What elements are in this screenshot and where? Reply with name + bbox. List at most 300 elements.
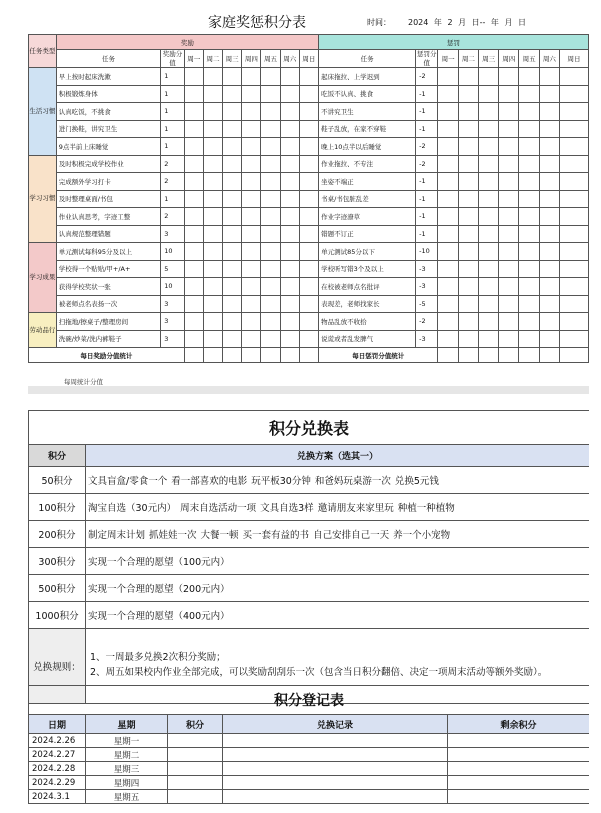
reward-day-cell[interactable]	[299, 120, 318, 138]
category-label: 学习习惯	[29, 155, 57, 243]
reward-day-cell[interactable]	[184, 85, 203, 103]
punish-day-cell[interactable]	[499, 313, 519, 331]
reward-day-cell[interactable]	[299, 278, 318, 296]
ledger-row	[29, 734, 590, 748]
reward-task: 作业认真思考，字迹工整	[56, 208, 161, 226]
reward-task: 完成额外学习打卡	[56, 173, 161, 191]
punish-day-cell[interactable]	[499, 225, 519, 243]
reward-day-cell[interactable]	[299, 155, 318, 173]
exchange-points: 1000积分	[29, 602, 86, 629]
punish-day-cell[interactable]	[438, 243, 458, 261]
punish-day-cell[interactable]	[438, 173, 458, 191]
punish-day-cell[interactable]	[519, 173, 539, 191]
punish-day-cell[interactable]	[458, 225, 478, 243]
punish-total-cell[interactable]	[539, 348, 559, 363]
punish-day-cell[interactable]	[539, 313, 559, 331]
punish-day-cell[interactable]	[539, 260, 559, 278]
punish-day-cell[interactable]	[499, 190, 519, 208]
reward-day-cell[interactable]	[184, 155, 203, 173]
punish-day-cell[interactable]	[539, 330, 559, 348]
punish-day-cell[interactable]	[519, 68, 539, 86]
reward-day-cell[interactable]	[184, 295, 203, 313]
punish-day-cell[interactable]	[458, 103, 478, 121]
ledger-record-cell[interactable]	[223, 734, 448, 748]
punish-day-cell[interactable]	[499, 295, 519, 313]
punish-day-cell[interactable]	[539, 155, 559, 173]
punish-day-cell[interactable]	[438, 313, 458, 331]
reward-total-label: 每日奖励分值统计	[29, 348, 185, 363]
reward-day-cell[interactable]	[223, 103, 242, 121]
reward-day-cell[interactable]	[203, 103, 222, 121]
header-row-columns	[29, 50, 589, 68]
reward-points: 5	[161, 260, 184, 278]
reward-day-cell[interactable]	[261, 278, 280, 296]
reward-day-cell[interactable]	[299, 85, 318, 103]
ledger-points-cell[interactable]	[168, 790, 223, 804]
reward-day-cell[interactable]	[242, 190, 261, 208]
reward-day-cell[interactable]	[203, 243, 222, 261]
reward-day-cell[interactable]	[280, 313, 299, 331]
reward-day-cell[interactable]	[203, 190, 222, 208]
punish-day-cell[interactable]	[478, 295, 498, 313]
punish-day-cell[interactable]	[539, 138, 559, 156]
reward-day-cell[interactable]	[184, 103, 203, 121]
reward-day-cell[interactable]	[223, 190, 242, 208]
punish-total-cell[interactable]	[458, 348, 478, 363]
punish-day-cell[interactable]	[539, 85, 559, 103]
reward-day-cell[interactable]	[184, 225, 203, 243]
punish-day-cell[interactable]	[458, 208, 478, 226]
exchange-plan: 实现一个合理的愿望（400元内）	[86, 602, 590, 629]
punish-day-cell[interactable]	[559, 85, 588, 103]
reward-points: 3	[161, 313, 184, 331]
reward-day-cell[interactable]	[280, 68, 299, 86]
punish-day-cell[interactable]	[499, 208, 519, 226]
punish-day-cell[interactable]	[478, 190, 498, 208]
punish-day-cell[interactable]	[438, 208, 458, 226]
punish-points: -1	[416, 190, 438, 208]
punish-day-cell[interactable]	[519, 155, 539, 173]
punish-day-cell[interactable]	[539, 173, 559, 191]
punish-total-cell[interactable]	[438, 348, 458, 363]
punish-day-cell[interactable]	[519, 330, 539, 348]
reward-day-cell[interactable]	[280, 208, 299, 226]
punish-day-cell[interactable]	[519, 260, 539, 278]
punish-day-cell[interactable]	[438, 295, 458, 313]
reward-day-cell[interactable]	[280, 330, 299, 348]
reward-day-cell[interactable]	[242, 103, 261, 121]
punish-day-cell[interactable]	[458, 243, 478, 261]
punish-day-cell[interactable]	[438, 260, 458, 278]
punish-day-cell[interactable]	[458, 295, 478, 313]
punish-day-cell[interactable]	[478, 85, 498, 103]
reward-day-cell[interactable]	[242, 225, 261, 243]
punish-day-cell[interactable]	[478, 138, 498, 156]
reward-day-cell[interactable]	[280, 278, 299, 296]
reward-punishment-table	[28, 34, 589, 363]
punish-task: 在校被老师点名批评	[319, 278, 416, 296]
punish-day-cell[interactable]	[438, 138, 458, 156]
reward-day-cell[interactable]	[242, 68, 261, 86]
reward-day-cell[interactable]	[223, 260, 242, 278]
task-row	[29, 138, 589, 156]
reward-day-cell[interactable]	[223, 313, 242, 331]
reward-day-cell[interactable]	[184, 120, 203, 138]
punish-day-cell[interactable]	[458, 85, 478, 103]
reward-day-cell[interactable]	[203, 225, 222, 243]
punish-day-cell[interactable]	[559, 278, 588, 296]
reward-day-cell[interactable]	[280, 260, 299, 278]
reward-day-cell[interactable]	[242, 155, 261, 173]
punish-day-cell[interactable]	[438, 330, 458, 348]
reward-day-cell[interactable]	[280, 190, 299, 208]
reward-day-cell[interactable]	[203, 313, 222, 331]
punish-day-cell[interactable]	[519, 208, 539, 226]
reward-day-cell[interactable]	[184, 278, 203, 296]
punish-day-cell[interactable]	[519, 138, 539, 156]
reward-day-cell[interactable]	[184, 173, 203, 191]
reward-day-cell[interactable]	[242, 278, 261, 296]
punish-total-cell[interactable]	[499, 348, 519, 363]
task-row	[29, 68, 589, 86]
punish-total-cell[interactable]	[559, 348, 588, 363]
ledger-date: 2024.2.28	[29, 762, 86, 776]
punish-day-cell[interactable]	[559, 295, 588, 313]
ledger-record-cell[interactable]	[223, 776, 448, 790]
punish-points: -1	[416, 208, 438, 226]
punish-day-cell[interactable]	[519, 243, 539, 261]
punish-day-cell[interactable]	[519, 295, 539, 313]
reward-total-cell[interactable]	[223, 348, 242, 363]
punish-day-cell[interactable]	[539, 68, 559, 86]
reward-day-cell[interactable]	[223, 155, 242, 173]
reward-day-cell[interactable]	[299, 173, 318, 191]
reward-total-cell[interactable]	[242, 348, 261, 363]
exchange-points: 500积分	[29, 575, 86, 602]
punish-day-cell[interactable]	[499, 278, 519, 296]
punish-total-cell[interactable]	[519, 348, 539, 363]
punish-day-cell[interactable]	[478, 243, 498, 261]
ledger-points-cell[interactable]	[168, 776, 223, 790]
reward-points: 1	[161, 85, 184, 103]
exchange-rows	[29, 467, 590, 629]
punish-day-cell[interactable]	[539, 208, 559, 226]
punish-day-cell[interactable]	[458, 260, 478, 278]
reward-day-cell[interactable]	[203, 330, 222, 348]
punish-day-cell[interactable]	[478, 278, 498, 296]
punish-day-cell[interactable]	[559, 330, 588, 348]
reward-day-cell[interactable]	[261, 68, 280, 86]
reward-day-cell[interactable]	[223, 243, 242, 261]
reward-day-cell[interactable]	[242, 138, 261, 156]
ledger-record-cell[interactable]	[223, 790, 448, 804]
reward-day-cell[interactable]	[184, 313, 203, 331]
reward-day-cell[interactable]	[223, 68, 242, 86]
punish-total-cell[interactable]	[478, 348, 498, 363]
reward-day-cell[interactable]	[280, 243, 299, 261]
reward-day-cell[interactable]	[242, 330, 261, 348]
punish-day-cell[interactable]	[499, 173, 519, 191]
exchange-table	[28, 410, 589, 704]
punish-day-cell[interactable]	[559, 103, 588, 121]
reward-day-cell[interactable]	[184, 138, 203, 156]
reward-day-cell[interactable]	[242, 243, 261, 261]
punish-day-cell[interactable]	[438, 225, 458, 243]
punish-day-cell[interactable]	[478, 330, 498, 348]
punish-day-cell[interactable]	[478, 68, 498, 86]
punish-day-cell[interactable]	[458, 330, 478, 348]
punish-day-cell[interactable]	[458, 155, 478, 173]
punish-task: 作业字迹潦草	[319, 208, 416, 226]
reward-day-cell[interactable]	[261, 155, 280, 173]
reward-day-cell[interactable]	[261, 173, 280, 191]
reward-day-cell[interactable]	[223, 173, 242, 191]
punish-day-cell[interactable]	[458, 173, 478, 191]
punish-day-cell[interactable]	[458, 190, 478, 208]
exchange-plan: 淘宝自选（30元内） 周末自选活动一项 文具自选3样 邀请朋友来家里玩 种植一种植物	[86, 494, 590, 521]
punish-day-cell[interactable]	[438, 155, 458, 173]
reward-day-cell[interactable]	[261, 225, 280, 243]
reward-day-cell[interactable]	[242, 85, 261, 103]
reward-day-cell[interactable]	[299, 208, 318, 226]
punish-day-cell[interactable]	[458, 120, 478, 138]
reward-day-cell[interactable]	[203, 155, 222, 173]
punish-day-cell[interactable]	[559, 190, 588, 208]
ledger-remaining-cell[interactable]	[448, 734, 590, 748]
reward-day-cell[interactable]	[203, 68, 222, 86]
punish-day-cell[interactable]	[539, 225, 559, 243]
reward-day-cell[interactable]	[184, 330, 203, 348]
reward-day-cell[interactable]	[242, 313, 261, 331]
punish-day-cell[interactable]	[458, 68, 478, 86]
punish-day-cell[interactable]	[438, 190, 458, 208]
ledger-points-cell[interactable]	[168, 748, 223, 762]
ledger-record-cell[interactable]	[223, 748, 448, 762]
reward-day-cell[interactable]	[261, 120, 280, 138]
reward-day-cell[interactable]	[242, 208, 261, 226]
punish-day-cell[interactable]	[519, 313, 539, 331]
reward-day-cell[interactable]	[280, 225, 299, 243]
ledger-remaining-cell[interactable]	[448, 762, 590, 776]
punish-day-cell[interactable]	[519, 103, 539, 121]
reward-day-cell[interactable]	[203, 208, 222, 226]
header-day: 周六	[539, 50, 559, 68]
reward-day-cell[interactable]	[280, 85, 299, 103]
punish-day-cell[interactable]	[499, 103, 519, 121]
reward-day-cell[interactable]	[184, 243, 203, 261]
exchange-sheet	[28, 410, 589, 808]
punish-day-cell[interactable]	[458, 278, 478, 296]
punish-day-cell[interactable]	[539, 278, 559, 296]
reward-day-cell[interactable]	[299, 190, 318, 208]
ledger-date: 2024.2.27	[29, 748, 86, 762]
punish-day-cell[interactable]	[559, 138, 588, 156]
reward-day-cell[interactable]	[184, 208, 203, 226]
punish-day-cell[interactable]	[478, 260, 498, 278]
reward-day-cell[interactable]	[184, 260, 203, 278]
punish-day-cell[interactable]	[559, 155, 588, 173]
punish-day-cell[interactable]	[478, 173, 498, 191]
punish-day-cell[interactable]	[478, 225, 498, 243]
punish-day-cell[interactable]	[438, 120, 458, 138]
reward-day-cell[interactable]	[261, 208, 280, 226]
header-day: 周四	[242, 50, 261, 68]
punish-day-cell[interactable]	[499, 138, 519, 156]
reward-day-cell[interactable]	[299, 295, 318, 313]
punish-day-cell[interactable]	[458, 313, 478, 331]
ledger-row	[29, 776, 590, 790]
reward-day-cell[interactable]	[203, 85, 222, 103]
punish-day-cell[interactable]	[438, 278, 458, 296]
reward-points: 2	[161, 173, 184, 191]
reward-task: 及时整理桌面/书包	[56, 190, 161, 208]
reward-task: 获得学校奖状一张	[56, 278, 161, 296]
punish-day-cell[interactable]	[539, 243, 559, 261]
reward-day-cell[interactable]	[242, 173, 261, 191]
ledger-remaining-cell[interactable]	[448, 748, 590, 762]
reward-total-cell[interactable]	[184, 348, 203, 363]
header-punish-task: 任务	[319, 50, 416, 68]
punish-day-cell[interactable]	[438, 68, 458, 86]
punish-task: 学校听写错3个及以上	[319, 260, 416, 278]
reward-day-cell[interactable]	[223, 295, 242, 313]
reward-day-cell[interactable]	[261, 295, 280, 313]
reward-task: 洗碗/炒菜/洗内裤鞋子	[56, 330, 161, 348]
punish-day-cell[interactable]	[499, 155, 519, 173]
punish-day-cell[interactable]	[519, 190, 539, 208]
reward-day-cell[interactable]	[299, 243, 318, 261]
reward-day-cell[interactable]	[299, 260, 318, 278]
reward-day-cell[interactable]	[261, 313, 280, 331]
daily-total-row	[29, 348, 589, 363]
reward-day-cell[interactable]	[203, 278, 222, 296]
punish-day-cell[interactable]	[499, 243, 519, 261]
ledger-points-cell[interactable]	[168, 762, 223, 776]
punish-day-cell[interactable]	[478, 120, 498, 138]
reward-day-cell[interactable]	[223, 138, 242, 156]
reward-total-cell[interactable]	[280, 348, 299, 363]
reward-total-cell[interactable]	[203, 348, 222, 363]
punish-day-cell[interactable]	[499, 120, 519, 138]
reward-day-cell[interactable]	[223, 85, 242, 103]
punish-day-cell[interactable]	[559, 68, 588, 86]
ledger-record-cell[interactable]	[223, 762, 448, 776]
punish-day-cell[interactable]	[478, 208, 498, 226]
punish-points: -5	[416, 295, 438, 313]
punish-day-cell[interactable]	[519, 225, 539, 243]
reward-day-cell[interactable]	[223, 225, 242, 243]
reward-day-cell[interactable]	[184, 68, 203, 86]
reward-total-cell[interactable]	[299, 348, 318, 363]
punish-day-cell[interactable]	[559, 173, 588, 191]
punish-day-cell[interactable]	[539, 120, 559, 138]
reward-total-cell[interactable]	[261, 348, 280, 363]
exchange-row	[29, 548, 590, 575]
reward-day-cell[interactable]	[261, 103, 280, 121]
punish-day-cell[interactable]	[499, 330, 519, 348]
reward-points: 1	[161, 103, 184, 121]
reward-points: 1	[161, 68, 184, 86]
reward-day-cell[interactable]	[261, 243, 280, 261]
reward-day-cell[interactable]	[299, 313, 318, 331]
punish-day-cell[interactable]	[478, 155, 498, 173]
reward-day-cell[interactable]	[242, 120, 261, 138]
reward-day-cell[interactable]	[261, 190, 280, 208]
reward-day-cell[interactable]	[203, 173, 222, 191]
reward-day-cell[interactable]	[223, 330, 242, 348]
reward-day-cell[interactable]	[242, 260, 261, 278]
punish-day-cell[interactable]	[438, 103, 458, 121]
punish-points: -1	[416, 103, 438, 121]
punish-day-cell[interactable]	[539, 103, 559, 121]
punish-day-cell[interactable]	[559, 225, 588, 243]
task-row	[29, 330, 589, 348]
reward-day-cell[interactable]	[242, 295, 261, 313]
punish-day-cell[interactable]	[499, 85, 519, 103]
reward-points: 2	[161, 208, 184, 226]
ledger-points-cell[interactable]	[168, 734, 223, 748]
reward-day-cell[interactable]	[280, 138, 299, 156]
ledger-remaining-cell[interactable]	[448, 790, 590, 804]
reward-task: 进门换鞋，讲究卫生	[56, 120, 161, 138]
punish-day-cell[interactable]	[559, 313, 588, 331]
reward-day-cell[interactable]	[203, 120, 222, 138]
punish-day-cell[interactable]	[559, 260, 588, 278]
reward-day-cell[interactable]	[203, 295, 222, 313]
reward-day-cell[interactable]	[299, 103, 318, 121]
reward-day-cell[interactable]	[261, 85, 280, 103]
reward-day-cell[interactable]	[280, 103, 299, 121]
reward-day-cell[interactable]	[203, 260, 222, 278]
punish-day-cell[interactable]	[499, 68, 519, 86]
punish-day-cell[interactable]	[559, 208, 588, 226]
header-day: 周四	[499, 50, 519, 68]
punish-day-cell[interactable]	[478, 103, 498, 121]
reward-day-cell[interactable]	[280, 120, 299, 138]
exchange-row	[29, 521, 590, 548]
punish-day-cell[interactable]	[519, 278, 539, 296]
reward-day-cell[interactable]	[203, 138, 222, 156]
reward-day-cell[interactable]	[261, 330, 280, 348]
reward-day-cell[interactable]	[223, 278, 242, 296]
punish-day-cell[interactable]	[539, 295, 559, 313]
punish-day-cell[interactable]	[559, 243, 588, 261]
punish-day-cell[interactable]	[438, 85, 458, 103]
punish-day-cell[interactable]	[519, 120, 539, 138]
punish-day-cell[interactable]	[559, 120, 588, 138]
punish-day-cell[interactable]	[519, 85, 539, 103]
punish-day-cell[interactable]	[478, 313, 498, 331]
reward-day-cell[interactable]	[299, 330, 318, 348]
reward-day-cell[interactable]	[280, 295, 299, 313]
punish-day-cell[interactable]	[458, 138, 478, 156]
reward-day-cell[interactable]	[299, 225, 318, 243]
ledger-remaining-cell[interactable]	[448, 776, 590, 790]
reward-day-cell[interactable]	[223, 208, 242, 226]
reward-day-cell[interactable]	[261, 138, 280, 156]
reward-day-cell[interactable]	[223, 120, 242, 138]
punish-day-cell[interactable]	[499, 260, 519, 278]
reward-day-cell[interactable]	[280, 155, 299, 173]
reward-day-cell[interactable]	[299, 138, 318, 156]
punish-day-cell[interactable]	[539, 190, 559, 208]
reward-points: 10	[161, 278, 184, 296]
reward-day-cell[interactable]	[299, 68, 318, 86]
reward-day-cell[interactable]	[184, 190, 203, 208]
reward-day-cell[interactable]	[280, 173, 299, 191]
task-row	[29, 295, 589, 313]
reward-day-cell[interactable]	[261, 260, 280, 278]
